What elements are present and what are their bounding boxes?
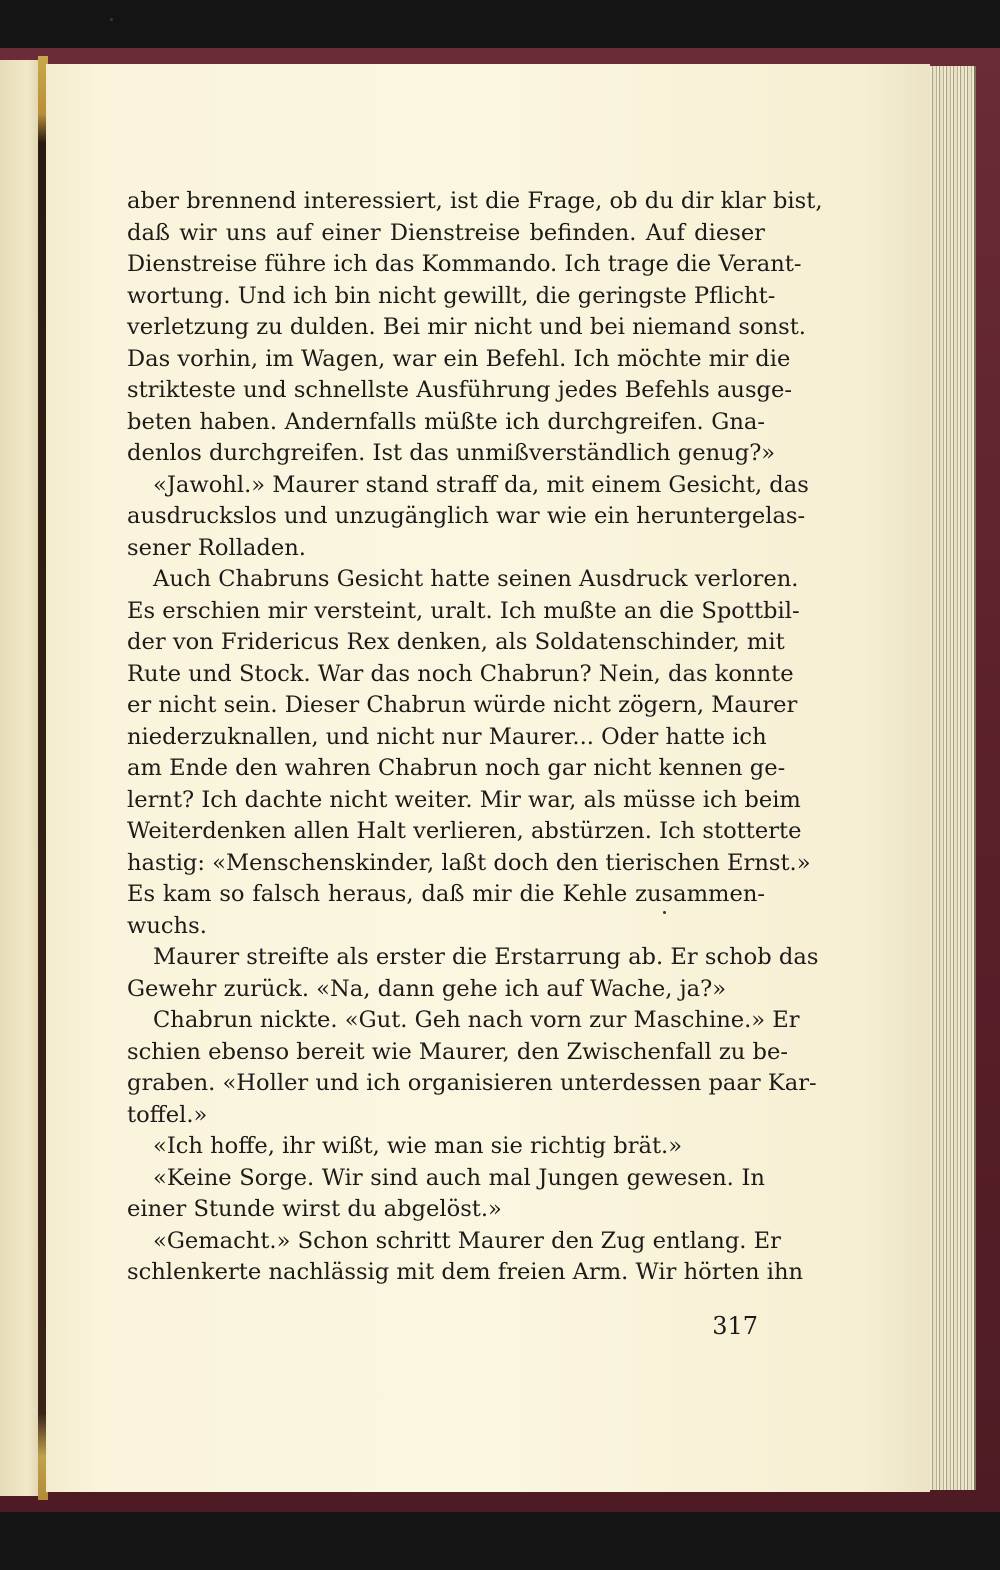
text-line: aber brennend interessiert, ist die Frage, ob du dir klar bist,: [127, 188, 823, 214]
text-line: ausdruckslos und unzugänglich war wie ein heruntergelas-: [127, 503, 806, 529]
text-line: sener Rolladen.: [127, 534, 306, 561]
text-line: daß wir uns auf einer Dienstreise befinden. Auf dieser: [127, 219, 765, 246]
text-line: Rute und Stock. War das noch Chabrun? Nein, das konnte: [127, 660, 794, 687]
text-line: Es erschien mir versteint, uralt. Ich mußte an die Spottbil-: [127, 597, 800, 624]
text-line: Das vorhin, im Wagen, war ein Befehl. Ich möchte mir die: [127, 345, 791, 372]
text-line: wortung. Und ich bin nicht gewillt, die geringste Pflicht-: [127, 282, 776, 309]
text-line: Auch Chabruns Gesicht hatte seinen Ausdruck verloren.: [153, 566, 799, 592]
text-line: hastig: «Menschenskinder, laßt doch den tierischen Ernst.»: [127, 849, 811, 876]
text-line: am Ende den wahren Chabrun noch gar nicht kennen ge-: [127, 755, 786, 781]
body-text: [127, 186, 823, 1289]
text-line: Dienstreise führe ich das Kommando. Ich trage die Verant-: [127, 251, 802, 277]
text-line: «Ich hoffe, ihr wißt, wie man sie richtig brät.»: [153, 1133, 683, 1159]
text-line: er nicht sein. Dieser Chabrun würde nicht zögern, Maurer: [127, 692, 798, 718]
text-line: «Jawohl.» Maurer stand straff da, mit einem Gesicht, das: [153, 471, 809, 498]
text-line: Gewehr zurück. «Na, dann gehe ich auf Wache, ja?»: [127, 975, 727, 1002]
text-line: strikteste und schnellste Ausführung jedes Befehls ausge-: [127, 377, 793, 403]
text-line: «Gemacht.» Schon schritt Maurer den Zug entlang. Er: [153, 1227, 781, 1254]
text-line: schlenkerte nachlässig mit dem freien Arm. Wir hörten ihn: [127, 1259, 804, 1285]
text-line: Maurer streifte als erster die Erstarrung ab. Er schob das: [153, 944, 819, 970]
text-line: lernt? Ich dachte nicht weiter. Mir war, als müsse ich beim: [127, 786, 801, 813]
text-line: denlos durchgreifen. Ist das unmißverständlich genug?»: [127, 440, 776, 466]
text-line: Weiterdenken allen Halt verlieren, abstürzen. Ich stotterte: [127, 818, 802, 844]
page-edges: [926, 66, 976, 1490]
dust-speck: [110, 18, 113, 21]
text-line: graben. «Holler und ich organisieren unterdessen paar Kar-: [127, 1070, 817, 1096]
text-line: beten haben. Andernfalls müßte ich durchgreifen. Gna-: [127, 408, 765, 435]
text-line: «Keine Sorge. Wir sind auch mal Jungen gewesen. In: [153, 1164, 765, 1191]
text-line: einer Stunde wirst du abgelöst.»: [127, 1196, 502, 1222]
text-line: Chabrun nickte. «Gut. Geh nach vorn zur Maschine.» Er: [153, 1007, 800, 1033]
text-line: toffel.»: [127, 1101, 208, 1128]
text-line: der von Fridericus Rex denken, als Soldatenschinder, mit: [127, 629, 785, 655]
text-line: niederzuknallen, und nicht nur Maurer... Oder hatte ich: [127, 723, 767, 750]
text-line: Es kam so falsch heraus, daß mir die Kehle zusammen-: [127, 881, 765, 907]
text-line: verletzung zu dulden. Bei mir nicht und bei niemand sonst.: [127, 314, 806, 340]
text-line: wuchs.: [127, 912, 207, 939]
page-number: 317: [712, 1312, 758, 1340]
text-line: schien ebenso bereit wie Maurer, den Zwischenfall zu be-: [127, 1038, 789, 1065]
